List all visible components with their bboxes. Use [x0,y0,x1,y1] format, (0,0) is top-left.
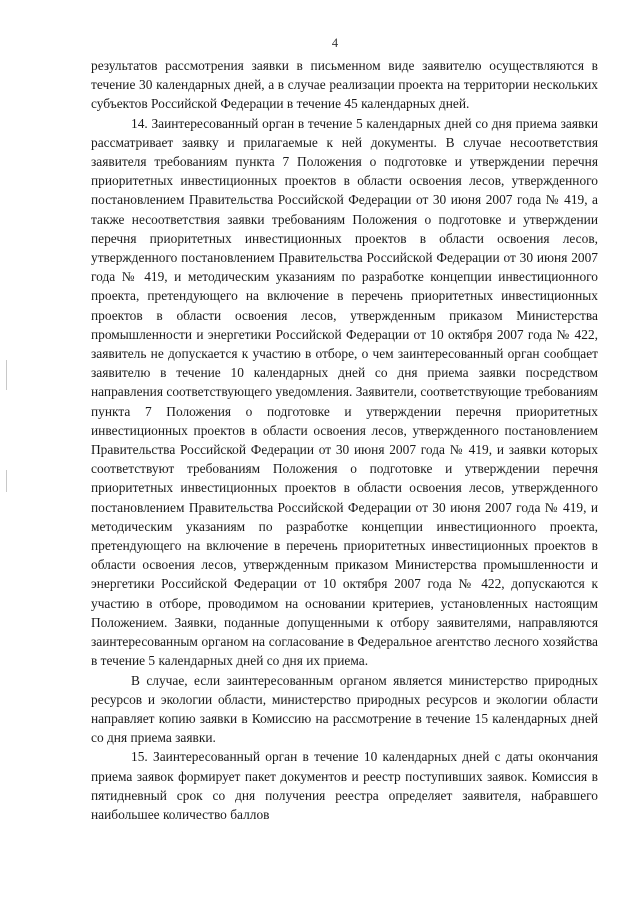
paragraph-item-14: 14. Заинтересованный орган в течение 5 календарных дней со дня приема заявки рассматривает заявку и прилагаемые к ней документы. В случае несоответствия заявителя требованиям пункта 7 Положения о подготовке и утверждении перечня приоритетных инвестиционных проектов в области освоения лесов, утвержденного постановлением Правительства Российской Федерации от 30 июня 2007 года № 419, а также несоответствия заявки требованиям Положения о подготовке и утверждении перечня приоритетных инвестиционных проектов в области освоения лесов, утвержденного постановлением Правительства Российской Федерации от 30 июня 2007 года № 419, и методическим указаниям по разработке концепции инвестиционного проекта, претендующего на включение в перечень приоритетных инвестиционных проектов в области освоения лесов, утвержденным приказом Министерства промышленности и энергетики Российской Федерации от 10 октября 2007 года № 422, заявитель не допускается к участию в отборе, о чем заинтересованный орган сообщает заявителю в течение 10 календарных дней со дня приема заявки посредством направления соответствующего уведомления. Заявители, соответствующие требованиям пункта 7 Положения о подготовке и утверждении перечня приоритетных инвестиционных проектов в области освоения лесов, утвержденного постановлением Правительства Российской Федерации от 30 июня 2007 года № 419, и заявки которых соответствуют требованиям Положения о подготовке и утверждении перечня приоритетных инвестиционных проектов в области освоения лесов, утвержденного постановлением Правительства Российской Федерации от 30 июня 2007 года № 419, и методическим указаниям по разработке концепции инвестиционного проекта, претендующего на включение в перечень приоритетных инвестиционных проектов в области освоения лесов, утвержденным приказом Министерства промышленности и энергетики Российской Федерации от 10 октября 2007 года № 422, допускаются к участию в отборе, проводимом на основании критериев, установленных настоящим Положением. Заявки, поданные допущенными к отбору заявителями, направляются заинтересованным органом на согласование в Федеральное агентство лесного хозяйства в течение 5 календарных дней со дня их приема. [91,115,598,669]
scan-margin-line [6,470,7,492]
scan-margin-line [6,360,7,390]
paragraph-ministry-case: В случае, если заинтересованным органом является министерство природных ресурсов и экологии области, министерство природных ресурсов и экологии области направляет копию заявки в Комиссию на рассмотрение в течение 15 календарных дней со дня приема заявки. [91,672,598,746]
paragraph-continuation: результатов рассмотрения заявки в письменном виде заявителю осуществляются в течение 30 календарных дней, а в случае реализации проекта на территории нескольких субъектов Российской Федерации в течение 45 календарных дней. [91,58,598,112]
document-body [91,56,598,824]
paragraph-item-15: 15. Заинтересованный орган в течение 10 календарных дней с даты окончания приема заявок формирует пакет документов и реестр поступивших заявок. Комиссия в пятидневный срок со дня получения реестра определяет заявителя, набравшего наибольшее количество баллов [91,749,598,822]
page-number: 4 [331,36,339,50]
